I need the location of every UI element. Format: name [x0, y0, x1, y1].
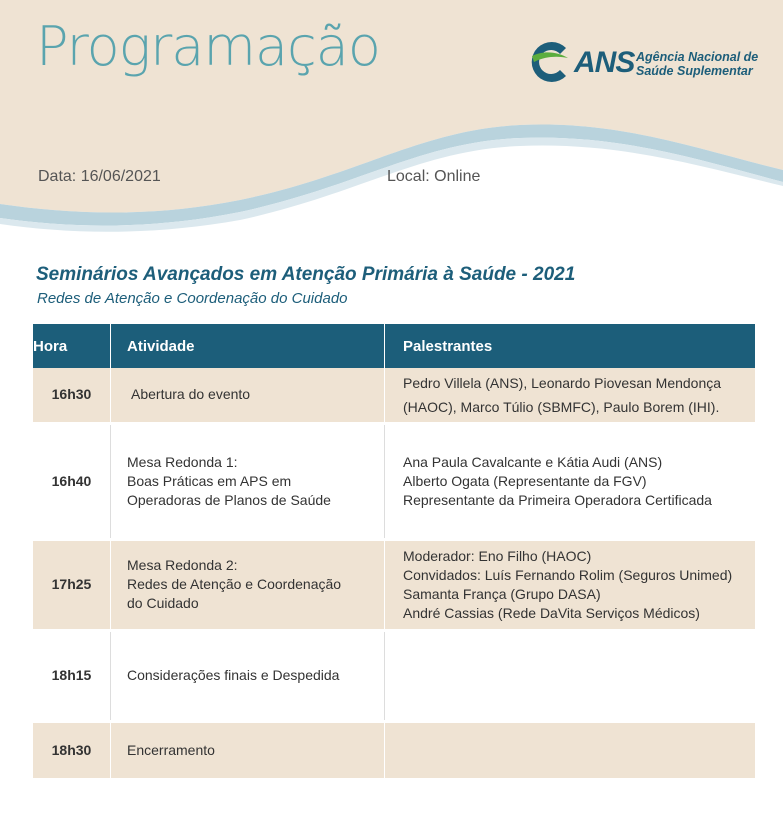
activity-line: Considerações finais e Despedida	[127, 667, 340, 683]
row-speakers-empty	[385, 721, 756, 779]
activity-line: Mesa Redonda 1:	[127, 453, 238, 470]
row-time: 16h40	[33, 423, 111, 539]
row-activity	[111, 630, 385, 721]
speaker-line: (HAOC), Marco Túlio (SBMFC), Paulo Borem (IHI).	[403, 398, 720, 415]
speaker-line: Moderador: Eno Filho (HAOC)	[403, 547, 592, 564]
row-time: 16h30	[33, 368, 111, 423]
speaker-line: Samanta França (Grupo DASA)	[403, 585, 601, 602]
activity-line: Mesa Redonda 2:	[127, 557, 238, 573]
row-time: 18h30	[33, 721, 111, 779]
ans-logo-icon	[526, 38, 574, 86]
activity-line: Boas Práticas em APS em	[127, 472, 292, 489]
speaker-line: Pedro Villela (ANS), Leonardo Piovesan Mendonça	[403, 374, 722, 391]
event-title: Seminários Avançados em Atenção Primária à Saúde - 2021	[36, 264, 576, 285]
speaker-line: Representante da Primeira Operadora Certificada	[403, 491, 712, 508]
activity-line: do Cuidado	[127, 595, 199, 611]
page-title: Programação	[36, 15, 380, 78]
event-subtitle: Redes de Atenção e Coordenação do Cuidado	[37, 290, 348, 307]
row-speakers	[385, 368, 756, 423]
ans-logo	[526, 38, 766, 94]
schedule-row	[33, 368, 755, 423]
event-date: Data: 16/06/2021	[38, 168, 161, 185]
logo-agency-name	[636, 50, 758, 78]
schedule-row	[33, 539, 755, 630]
schedule-table	[33, 324, 755, 781]
logo-line-1: Agência Nacional de	[636, 50, 759, 64]
event-location: Local: Online	[387, 168, 481, 185]
activity-line: Redes de Atenção e Coordenação	[127, 576, 342, 592]
schedule-row	[33, 721, 755, 779]
row-time: 18h15	[33, 630, 111, 721]
activity-line: Encerramento	[127, 741, 215, 758]
speaker-line: Convidados: Luís Fernando Rolim (Seguros Unimed)	[403, 566, 733, 583]
column-header-atividade: Atividade	[111, 324, 385, 368]
speaker-line: André Cassias (Rede DaVita Serviços Médicos)	[403, 604, 700, 621]
speaker-line: Alberto Ogata (Representante da FGV)	[403, 472, 647, 489]
schedule-row	[33, 630, 755, 721]
page-header	[0, 0, 783, 240]
row-activity	[111, 368, 385, 423]
logo-abbreviation: ANS	[574, 46, 635, 79]
row-speakers-empty	[385, 630, 756, 721]
schedule-row	[33, 423, 755, 539]
activity-line: Operadoras de Planos de Saúde	[127, 491, 331, 508]
column-header-hora: Hora	[33, 324, 111, 368]
row-activity	[111, 721, 385, 779]
logo-line-2: Saúde Suplementar	[636, 64, 753, 78]
speaker-line: Ana Paula Cavalcante e Kátia Audi (ANS)	[403, 453, 663, 470]
schedule-header-row	[33, 324, 755, 368]
activity-line: Abertura do evento	[131, 386, 251, 403]
row-activity	[111, 423, 385, 539]
row-speakers	[385, 539, 756, 630]
row-speakers	[385, 423, 756, 539]
row-activity	[111, 539, 385, 630]
row-time: 17h25	[33, 539, 111, 630]
column-header-palestrantes: Palestrantes	[385, 324, 756, 368]
